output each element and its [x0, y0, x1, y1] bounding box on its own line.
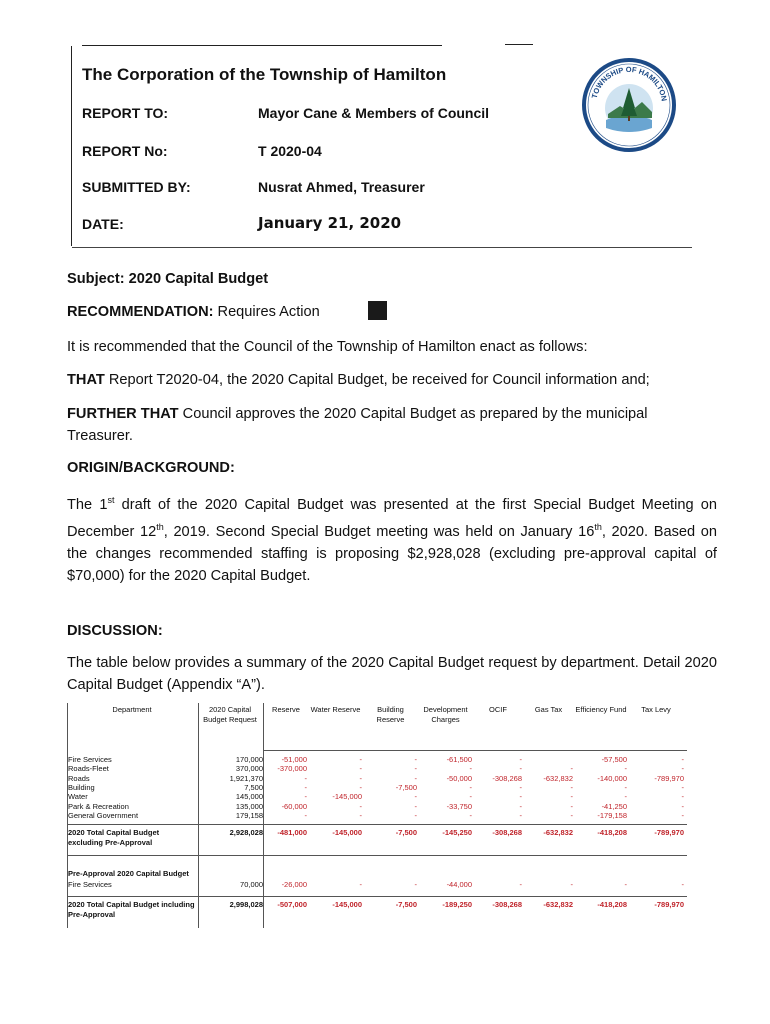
table-total-incl-cell: -7,500 [395, 900, 417, 909]
table-total-incl-cell: -189,250 [442, 900, 472, 909]
table-cell: - [304, 773, 307, 783]
report-to-value: Mayor Cane & Members of Council [258, 105, 490, 121]
table-cell: - [624, 792, 627, 802]
seal-ring-icon [586, 62, 672, 148]
table-column-header: Efficiency Fund [575, 705, 627, 714]
table-cell: - [414, 755, 417, 764]
table-cell: - [519, 782, 522, 792]
table-cell: - [519, 764, 522, 774]
table-total-excl-label: 2020 Total Capital Budget excluding Pre-Approval [68, 828, 160, 847]
table-cell: - [304, 810, 307, 820]
table-cell: -308,268 [492, 773, 522, 783]
discussion-text: The table below provides a summary of the 2020 Capital Budget request by department. Detail 2020 Capital Budget (Appendix “A”). [67, 655, 717, 693]
table-cell: - [359, 801, 362, 811]
table-row-label: Building [68, 782, 95, 792]
submitted-by-value: Nusrat Ahmed, Treasurer [258, 179, 425, 195]
table-cell: - [519, 801, 522, 811]
table-total-incl-cell: -145,000 [332, 900, 362, 909]
table-row-label: Fire Services [68, 880, 112, 889]
table-cell: 70,000 [240, 880, 263, 889]
report-to-label: REPORT TO: [82, 105, 169, 121]
recommendation-line [67, 301, 717, 323]
header-top-rule-right [505, 44, 533, 45]
table-cell: -789,970 [654, 773, 684, 783]
table-cell: - [414, 880, 417, 889]
date-value: January 21, 2020 [258, 214, 402, 232]
subject-line: Subject: 2020 Capital Budget [67, 271, 269, 287]
table-cell: - [570, 782, 573, 792]
table-header-rule [263, 750, 687, 751]
table-column-header: OCIF [489, 705, 507, 714]
table-cell: - [570, 880, 573, 889]
table-cell: 135,000 [235, 801, 263, 811]
table-divider-dept [198, 703, 199, 928]
origin-text-3: , 2019. Second Special Budget meeting was held on January 16 [163, 523, 595, 540]
table-cell: - [570, 764, 573, 774]
table-row-label: Park & Recreation [68, 801, 129, 811]
org-title: The Corporation of the Township of Hamilton [82, 65, 447, 84]
table-cell: - [469, 764, 472, 774]
table-total-rule [67, 896, 687, 897]
table-cell: -60,000 [281, 801, 307, 811]
that-label: THAT [67, 372, 105, 388]
table-cell: - [681, 801, 684, 811]
origin-sup-1: st [107, 495, 115, 505]
header-top-rule [82, 45, 442, 46]
table-cell: - [469, 810, 472, 820]
recommendation-intro: It is recommended that the Council of the Township of Hamilton enact as follows: [67, 339, 588, 355]
table-total-excl-cell: -789,970 [654, 828, 684, 837]
table-row-label: Fire Services [68, 755, 112, 764]
table-cell: - [359, 764, 362, 774]
origin-text-4: , 2020. Based on the changes recommended staffing is proposing $2,928,028 (excluding pre-approval capital of $70,000) for the 2020 Capital Budget. [67, 523, 717, 584]
table-row-label: Roads-Fleet [68, 764, 109, 774]
table-cell: -33,750 [446, 801, 472, 811]
table-cell: -51,000 [281, 755, 307, 764]
report-no-label: REPORT No: [82, 143, 168, 159]
table-cell: - [570, 801, 573, 811]
table-cell: - [519, 810, 522, 820]
table-cell: - [681, 792, 684, 802]
table-total-incl-cell: -507,000 [277, 900, 307, 909]
table-subtotal-rule [67, 824, 687, 825]
table-cell: - [469, 792, 472, 802]
table-cell: - [519, 755, 522, 764]
table-total-excl-cell: -145,250 [442, 828, 472, 837]
table-cell: -44,000 [446, 880, 472, 889]
table-cell: - [681, 755, 684, 764]
table-cell: - [681, 764, 684, 774]
table-total-incl-label: 2020 Total Capital Budget including Pre-Approval [68, 900, 195, 919]
table-cell: - [624, 782, 627, 792]
table-cell: - [624, 764, 627, 774]
table-cell: 145,000 [235, 792, 263, 802]
table-total-incl-cell: -789,970 [654, 900, 684, 909]
table-total-excl-cell: -481,000 [277, 828, 307, 837]
table-column-header: Reserve [272, 705, 300, 714]
table-column-header: Tax Levy [641, 705, 671, 714]
table-column-header: Department [112, 705, 152, 714]
table-total-excl-cell: -632,832 [543, 828, 573, 837]
table-cell: - [570, 810, 573, 820]
table-cell: -50,000 [446, 773, 472, 783]
table-column-header: Gas Tax [534, 705, 563, 714]
table-cell: - [519, 792, 522, 802]
table-column-header: Water Reserve [310, 705, 361, 714]
table-cell: 170,000 [235, 755, 263, 764]
seal-text: TOWNSHIP OF HAMILTON [589, 64, 669, 102]
further-label: FURTHER THAT [67, 406, 179, 422]
table-total-incl-cell: -418,208 [597, 900, 627, 909]
table-cell: - [681, 810, 684, 820]
table-row-label: General Government [68, 810, 139, 820]
table-cell: -41,250 [601, 801, 627, 811]
origin-text-1: The 1 [67, 496, 108, 513]
origin-heading: ORIGIN/BACKGROUND: [67, 460, 235, 476]
table-total-excl-cell: -308,268 [492, 828, 522, 837]
table-cell: -57,500 [601, 755, 627, 764]
table-cell: - [359, 880, 362, 889]
header-left-rule [71, 46, 72, 246]
table-cell: - [359, 782, 362, 792]
table-total-incl-cell: -632,832 [543, 900, 573, 909]
table-cell: - [414, 801, 417, 811]
table-total-excl-cell: -7,500 [395, 828, 417, 837]
further-clause [67, 403, 687, 447]
table-cell: -26,000 [281, 880, 307, 889]
table-cell: - [570, 792, 573, 802]
table-row-label: Water [68, 792, 88, 802]
table-cell: -370,000 [277, 764, 307, 774]
table-cell: -145,000 [332, 792, 362, 802]
table-total-incl-cell: 2,998,028 [229, 900, 263, 909]
origin-sup-2: th [156, 521, 164, 532]
discussion-heading: DISCUSSION: [67, 623, 163, 639]
table-cell: -7,500 [395, 782, 417, 792]
table-cell: - [304, 782, 307, 792]
table-cell: - [414, 764, 417, 774]
table-cell: -632,832 [543, 773, 573, 783]
submitted-by-label: SUBMITTED BY: [82, 179, 191, 195]
table-cell: - [304, 792, 307, 802]
recommendation-status: Requires Action [217, 304, 320, 320]
table-total-excl-cell: -145,000 [332, 828, 362, 837]
table-cell: - [469, 782, 472, 792]
table-total-incl-cell: -308,268 [492, 900, 522, 909]
table-cell: - [681, 782, 684, 792]
table-cell: - [359, 773, 362, 783]
table-cell: - [414, 810, 417, 820]
table-cell: - [519, 880, 522, 889]
origin-text-2: draft of the 2020 Capital Budget was presented at the first Special Budget Meeting on December 12 [67, 496, 717, 540]
table-preapproval-rule [67, 855, 687, 856]
table-column-header: 2020 Capital Budget Request [203, 705, 257, 724]
township-seal [582, 58, 676, 152]
origin-paragraph [67, 489, 717, 587]
recommendation-label: RECOMMENDATION: [67, 304, 214, 320]
table-cell: - [359, 755, 362, 764]
table-cell: - [624, 880, 627, 889]
table-total-excl-cell: -418,208 [597, 828, 627, 837]
further-text: Council approves the 2020 Capital Budget as prepared by the municipal Treasurer. [67, 406, 648, 444]
table-preapproval-heading: Pre-Approval 2020 Capital Budget [68, 869, 189, 878]
that-text: Report T2020-04, the 2020 Capital Budget, be received for Council information and; [108, 372, 650, 388]
table-cell: -179,158 [597, 810, 627, 820]
table-column-header: Development Charges [423, 705, 468, 724]
header-bottom-rule [72, 247, 692, 248]
table-row-label: Roads [68, 773, 90, 783]
table-cell: 7,500 [244, 782, 263, 792]
table-cell: - [414, 792, 417, 802]
action-checkbox[interactable] [368, 301, 387, 320]
table-cell: -140,000 [597, 773, 627, 783]
table-cell: 179,158 [235, 810, 263, 820]
date-label: DATE: [82, 216, 124, 232]
that-clause [67, 369, 717, 391]
table-cell: -61,500 [446, 755, 472, 764]
table-cell: 1,921,370 [229, 773, 263, 783]
table-cell: - [681, 880, 684, 889]
table-cell: 370,000 [235, 764, 263, 774]
table-cell: - [414, 773, 417, 783]
table-cell: - [359, 810, 362, 820]
origin-sup-3: th [594, 521, 602, 532]
table-column-header: Building Reserve [376, 705, 405, 724]
table-total-excl-cell: 2,928,028 [229, 828, 263, 837]
report-no-value: T 2020-04 [258, 143, 322, 159]
